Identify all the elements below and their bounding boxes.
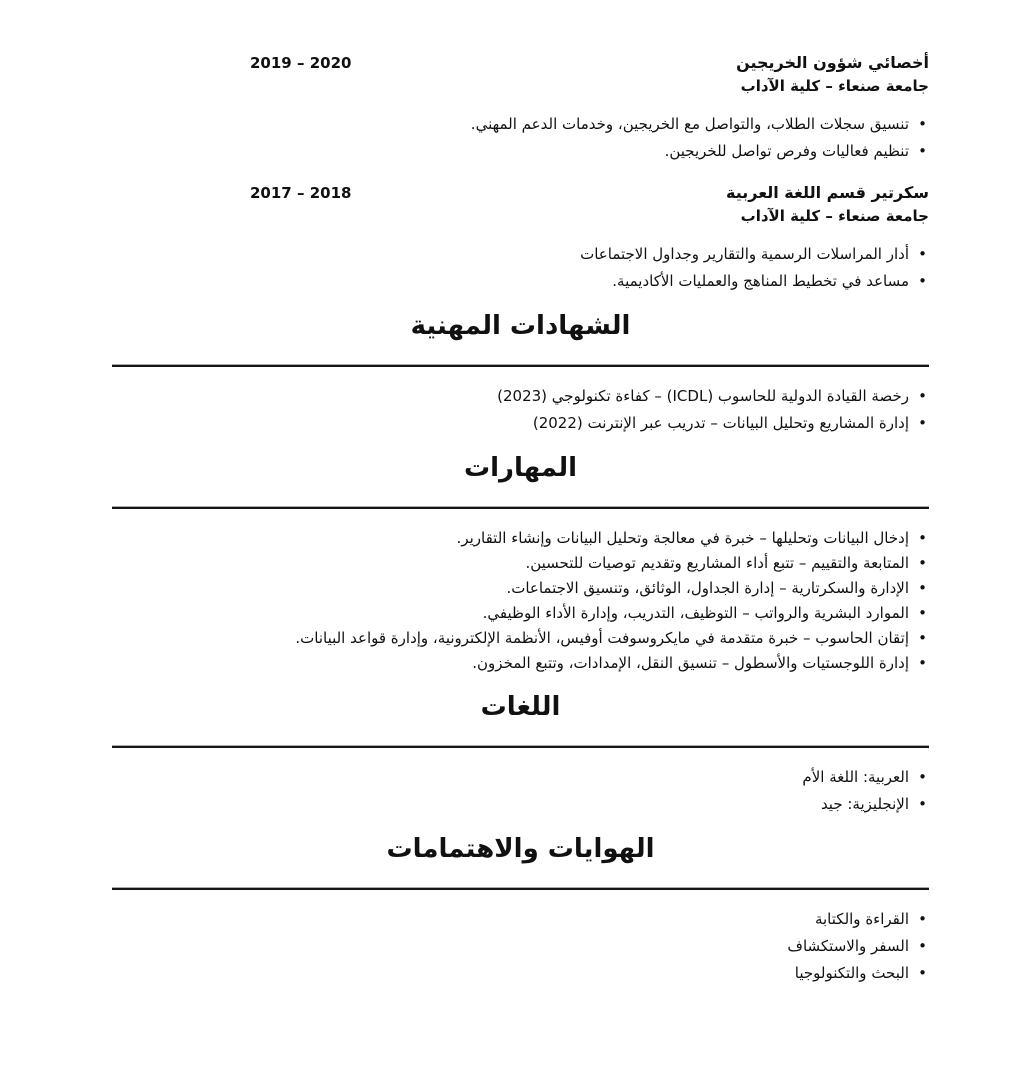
hobbies-list — [112, 909, 929, 984]
section-heading: الهوايات والاهتمامات — [386, 834, 655, 864]
certificate-item: • إدارة المشاريع وتحليل البيانات – تدريب عبر الإنترنت (2022) — [112, 413, 929, 434]
skill-item: • الإدارة والسكرتارية – إدارة الجداول، الوثائق، وتنسيق الاجتماعات. — [112, 578, 929, 598]
skill-item: • الموارد البشرية والرواتب – التوظيف، التدريب، وإدارة الأداء الوظيفي. — [112, 603, 929, 623]
section-divider — [112, 887, 929, 890]
languages-list — [112, 767, 929, 815]
job-duty-item: • تنسيق سجلات الطلاب، والتواصل مع الخريجين، وخدمات الدعم المهني. — [112, 114, 929, 135]
section-divider — [112, 506, 929, 509]
section-divider — [112, 364, 929, 367]
certificate-item: • رخصة القيادة الدولية للحاسوب (ICDL) – كفاءة تكنولوجي (2023) — [112, 386, 929, 407]
hobby-item: • البحث والتكنولوجيا — [112, 963, 929, 984]
hobby-item: • القراءة والكتابة — [112, 909, 929, 930]
skill-item: • إدخال البيانات وتحليلها – خبرة في معالجة وتحليل البيانات وإنشاء التقارير. — [112, 528, 929, 548]
section-skills — [112, 452, 929, 673]
job-duties-list — [112, 114, 929, 162]
skill-item: • المتابعة والتقييم – تتبع أداء المشاريع وتقديم توصيات للتحسين. — [112, 553, 929, 573]
certificates-list — [112, 386, 929, 434]
job-organization: جامعة صنعاء – كلية الآداب — [740, 77, 929, 95]
section-heading: الشهادات المهنية — [410, 311, 631, 341]
section-certificates — [112, 310, 929, 434]
language-item: • الإنجليزية: جيد — [112, 794, 929, 815]
job-header-row — [112, 182, 929, 204]
skills-list — [112, 528, 929, 673]
section-languages — [112, 691, 929, 815]
section-heading: اللغات — [480, 692, 561, 722]
section-divider — [112, 745, 929, 748]
job-title: أخصائي شؤون الخريجين — [736, 53, 929, 72]
job-duty-item: • مساعد في تخطيط المناهج والعمليات الأكاديمية. — [112, 271, 929, 292]
hobby-item: • السفر والاستكشاف — [112, 936, 929, 957]
job-duty-item: • أدار المراسلات الرسمية والتقارير وجداول الاجتماعات — [112, 244, 929, 265]
skill-item: • إدارة اللوجستيات والأسطول – تنسيق النقل، الإمدادات، وتتبع المخزون. — [112, 653, 929, 673]
job-duties-list — [112, 244, 929, 292]
job-dates: 2017 – 2018 — [250, 184, 352, 202]
job-duty-item: • تنظيم فعاليات وفرص تواصل للخريجين. — [112, 141, 929, 162]
section-heading: المهارات — [463, 453, 578, 483]
language-item: • العربية: اللغة الأم — [112, 767, 929, 788]
skill-item: • إتقان الحاسوب – خبرة متقدمة في مايكروسوفت أوفيس، الأنظمة الإلكترونية، وإدارة قواعد البيانات. — [112, 628, 929, 648]
section-hobbies — [112, 833, 929, 984]
experience-section — [112, 52, 929, 292]
job-title: سكرتير قسم اللغة العربية — [726, 183, 929, 202]
job-entry — [112, 52, 929, 162]
job-entry — [112, 182, 929, 292]
job-header-row — [112, 52, 929, 74]
job-organization: جامعة صنعاء – كلية الآداب — [740, 207, 929, 225]
job-dates: 2019 – 2020 — [250, 54, 352, 72]
